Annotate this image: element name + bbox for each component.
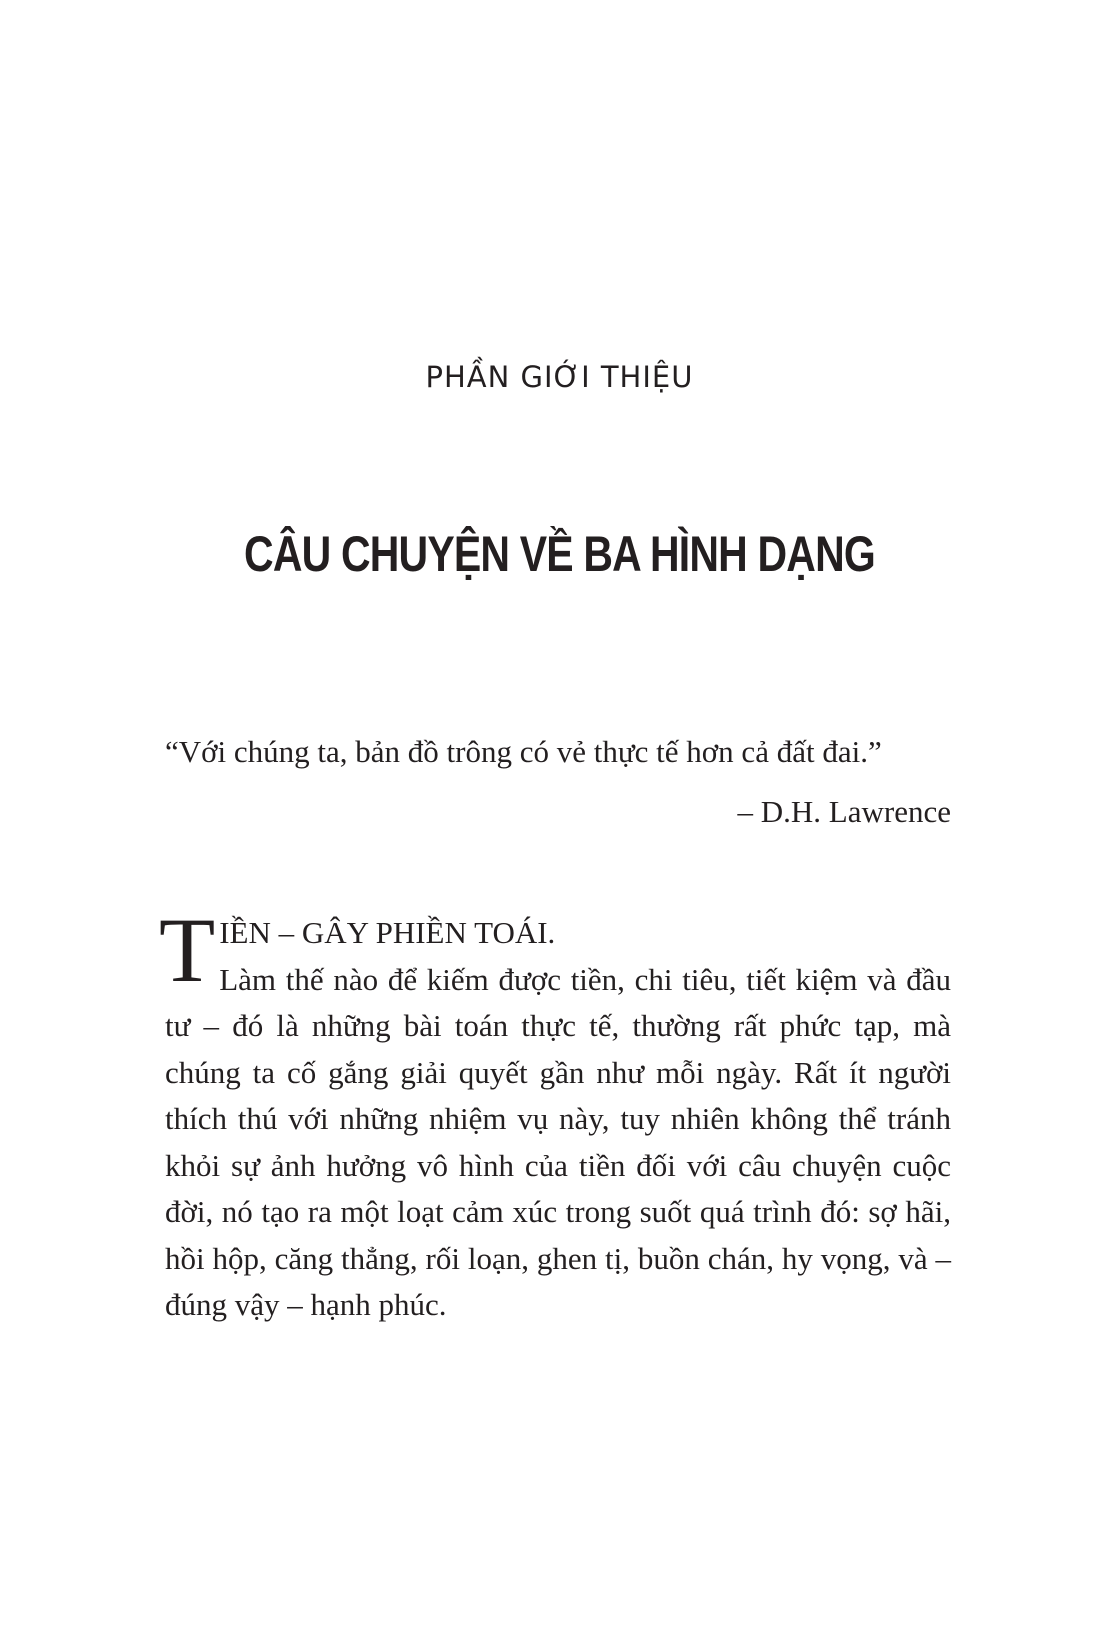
drop-cap: T — [159, 899, 216, 1001]
section-label: PHẦN GIỚI THIỆU — [425, 360, 694, 394]
chapter-title: CÂU CHUYỆN VỀ BA HÌNH DẠNG — [244, 526, 875, 582]
paragraph-text: Làm thế nào để kiếm được tiền, chi tiêu, tiết kiệm và đầu tư – đó là những bài toán thực tế, thường rất phức tạp, mà chúng ta cố gắng giải quyết gần như mỗi ngày. Rất ít người thích thú với những nhiệm vụ này, tuy nhiên không thể tránh khỏi sự ảnh hưởng vô hình của tiền đối với câu chuyện cuộc đời, nó tạo ra một loạt cảm xúc trong suốt quá trình đó: sợ hãi, hồi hộp, căng thẳng, rối loạn, ghen tị, buồn chán, hy vọng, và – đúng vậy – hạnh phúc. — [165, 961, 951, 1322]
body-paragraph — [159, 899, 951, 1329]
epigraph-author: – D.H. Lawrence — [737, 794, 951, 829]
paragraph-lead: IỀN – GÂY PHIỀN TOÁI. — [219, 915, 556, 950]
epigraph-quote: “Với chúng ta, bản đồ trông có vẻ thực tế hơn cả đất đai.” — [165, 734, 882, 769]
epigraph — [165, 722, 951, 842]
